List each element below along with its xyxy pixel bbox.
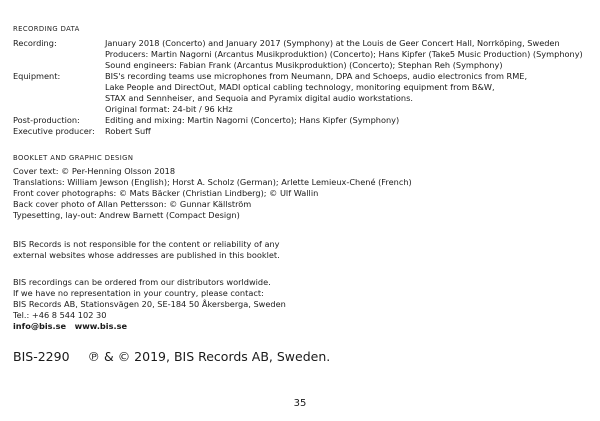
phone-line: Tel.: +46 8 544 102 30	[13, 310, 107, 320]
page-number: 35	[293, 398, 307, 409]
recording-data-heading: RECORDING DATA	[13, 25, 80, 33]
ordering-line: If we have no representation in your country, please contact:	[13, 288, 264, 298]
equipment-line: STAX and Sennheiser, and Sequoia and Pyramix digital audio workstations.	[105, 93, 413, 103]
catalog-number: BIS-2290	[13, 349, 70, 364]
executive-producer-label: Executive producer:	[13, 126, 95, 136]
email-link[interactable]: info@bis.se	[13, 321, 67, 331]
booklet-design-heading: BOOKLET AND GRAPHIC DESIGN	[13, 154, 134, 162]
post-production-value: Editing and mixing: Martin Nagorni (Concerto); Hans Kipfer (Symphony)	[105, 115, 400, 125]
original-format-line: Original format: 24-bit / 96 kHz	[105, 104, 233, 114]
equipment-line: Lake People and DirectOut, MADI optical cabling technology, monitoring equipment from B&W,	[105, 82, 495, 92]
executive-producer-value: Robert Suff	[105, 126, 151, 136]
address-line: BIS Records AB, Stationsvägen 20, SE-184 50 Åkersberga, Sweden	[13, 299, 286, 309]
disclaimer-line: BIS Records is not responsible for the content or reliability of any	[13, 239, 280, 249]
producers-line: Producers: Martin Nagorni (Arcantus Musikproduktion) (Concerto); Hans Kipfer (Take5 Music Production) (Symphony)	[105, 49, 583, 59]
post-production-label: Post-production:	[13, 115, 80, 125]
equipment-line: BIS's recording teams use microphones from Neumann, DPA and Schoeps, audio electronics from RME,	[105, 71, 528, 81]
contact-line	[13, 321, 127, 331]
recording-label: Recording:	[13, 38, 57, 48]
ordering-line: BIS recordings can be ordered from our distributors worldwide.	[13, 277, 271, 287]
equipment-label: Equipment:	[13, 71, 61, 81]
copyright-footer	[13, 349, 344, 364]
copyright-notice: ℗ & © 2019, BIS Records AB, Sweden.	[87, 349, 331, 364]
credit-line: Front cover photographs: © Mats Bäcker (Christian Lindberg); © Ulf Wallin	[13, 188, 319, 198]
credit-line: Translations: William Jewson (English); Horst A. Scholz (German); Arlette Lemieux-Chené (French)	[13, 177, 412, 187]
recording-line: January 2018 (Concerto) and January 2017 (Symphony) at the Louis de Geer Concert Hall, Norrköping, Sweden	[105, 38, 560, 48]
credit-line: Typesetting, lay-out: Andrew Barnett (Compact Design)	[13, 210, 240, 220]
website-link[interactable]: www.bis.se	[74, 321, 128, 331]
sound-engineers-line: Sound engineers: Fabian Frank (Arcantus Musikproduktion) (Concerto); Stephan Reh (Symphony)	[105, 60, 503, 70]
credit-line: Cover text: © Per-Henning Olsson 2018	[13, 166, 176, 176]
credit-line: Back cover photo of Allan Pettersson: © Gunnar Källström	[13, 199, 252, 209]
disclaimer-line: external websites whose addresses are published in this booklet.	[13, 250, 280, 260]
